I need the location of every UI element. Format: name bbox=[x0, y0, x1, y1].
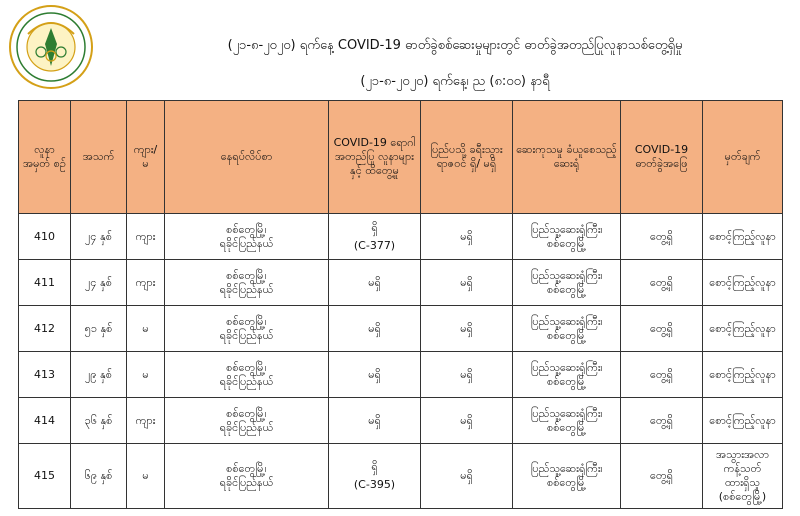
cell-remark: အသွားအလာကန့်သတ် ထားရှိသူ (စစ်တွေမြို့) bbox=[703, 444, 783, 509]
contact-status: ရှိ bbox=[371, 220, 378, 234]
col-address: နေရပ်လိပ်စာ bbox=[165, 101, 329, 214]
cell-result: တွေ့ရှိ bbox=[621, 398, 703, 444]
address-state: ရခိုင်ပြည်နယ် bbox=[219, 476, 274, 489]
address-state: ရခိုင်ပြည်နယ် bbox=[219, 282, 274, 296]
address-city: စစ်တွေမြို့၊ bbox=[226, 406, 267, 420]
hospital-city: စစ်တွေမြို့ bbox=[547, 420, 586, 434]
cell-contact bbox=[329, 260, 421, 306]
cell-patient-no: 411 bbox=[19, 260, 71, 306]
address-state: ရခိုင်ပြည်နယ် bbox=[219, 236, 274, 250]
hospital-name: ပြည်သူ့ဆေးရုံကြီး၊ bbox=[530, 268, 603, 282]
col-patient-no: လူနာ အမှတ် စဉ် bbox=[19, 101, 71, 214]
table-row bbox=[19, 398, 783, 444]
cell-age: ၅၁ နှစ် bbox=[71, 306, 127, 352]
cell-address bbox=[165, 444, 329, 509]
cell-hospital bbox=[513, 260, 621, 306]
cell-travel: မရှိ bbox=[421, 214, 513, 260]
cell-travel: မရှိ bbox=[421, 352, 513, 398]
cell-address bbox=[165, 352, 329, 398]
address-city: စစ်တွေမြို့၊ bbox=[226, 462, 267, 475]
contact-status: မရှိ bbox=[368, 367, 381, 381]
address-city: စစ်တွေမြို့၊ bbox=[226, 360, 267, 374]
address-state: ရခိုင်ပြည်နယ် bbox=[219, 328, 274, 342]
hospital-name: ပြည်သူ့ဆေးရုံကြီး၊ bbox=[530, 314, 603, 328]
cell-travel: မရှိ bbox=[421, 444, 513, 509]
address-state: ရခိုင်ပြည်နယ် bbox=[219, 374, 274, 388]
cell-age: ၆၉ နှစ် bbox=[71, 444, 127, 509]
cell-address bbox=[165, 214, 329, 260]
col-hospital: ဆေးကုသမှု ခံယူစေသည့်ဆေးရုံ bbox=[513, 101, 621, 214]
hospital-name: ပြည်သူ့ဆေးရုံကြီး၊ bbox=[530, 406, 603, 420]
cell-patient-no: 413 bbox=[19, 352, 71, 398]
cell-sex: ကျား bbox=[127, 260, 165, 306]
cell-travel: မရှိ bbox=[421, 260, 513, 306]
hospital-name: ပြည်သူ့ဆေးရုံကြီး၊ bbox=[530, 360, 603, 374]
cell-hospital bbox=[513, 352, 621, 398]
cell-travel: မရှိ bbox=[421, 398, 513, 444]
col-remark: မှတ်ချက် bbox=[703, 101, 783, 214]
cell-remark: စောင့်ကြည့်လူနာ bbox=[703, 214, 783, 260]
patient-table bbox=[18, 100, 783, 509]
contact-status: ရှိ bbox=[371, 460, 378, 473]
contact-status: မရှိ bbox=[368, 321, 381, 335]
cell-sex: မ bbox=[127, 306, 165, 352]
col-sex: ကျား/ မ bbox=[127, 101, 165, 214]
contact-case-ref: (C-377) bbox=[353, 238, 396, 252]
address-city: စစ်တွေမြို့၊ bbox=[226, 222, 267, 236]
cell-hospital bbox=[513, 444, 621, 509]
hospital-city: စစ်တွေမြို့ bbox=[547, 328, 586, 342]
cell-sex: ကျား bbox=[127, 398, 165, 444]
cell-result: တွေ့ရှိ bbox=[621, 352, 703, 398]
cell-remark: စောင့်ကြည့်လူနာ bbox=[703, 260, 783, 306]
cell-contact bbox=[329, 214, 421, 260]
cell-age: ၂၄ နှစ် bbox=[71, 214, 127, 260]
contact-status: မရှိ bbox=[368, 413, 381, 427]
cell-result: တွေ့ရှိ bbox=[621, 444, 703, 509]
cell-contact bbox=[329, 444, 421, 509]
cell-remark: စောင့်ကြည့်လူနာ bbox=[703, 306, 783, 352]
cell-travel: မရှိ bbox=[421, 306, 513, 352]
document-subtitle-datetime: (၂၁-၈-၂၀၂၀) ရက်နေ့၊ ည (၈:၀၀) နာရီ bbox=[360, 74, 550, 89]
contact-status: မရှိ bbox=[368, 275, 381, 289]
table-row bbox=[19, 260, 783, 306]
cell-address bbox=[165, 260, 329, 306]
cell-result: တွေ့ရှိ bbox=[621, 260, 703, 306]
address-city: စစ်တွေမြို့၊ bbox=[226, 314, 267, 328]
hospital-city: စစ်တွေမြို့ bbox=[547, 374, 586, 388]
table-row bbox=[19, 444, 783, 509]
cell-hospital bbox=[513, 214, 621, 260]
address-city: စစ်တွေမြို့၊ bbox=[226, 268, 267, 282]
cell-remark: စောင့်ကြည့်လူနာ bbox=[703, 398, 783, 444]
hospital-city: စစ်တွေမြို့ bbox=[547, 236, 586, 250]
hospital-city: စစ်တွေမြို့ bbox=[547, 476, 586, 489]
cell-patient-no: 412 bbox=[19, 306, 71, 352]
cell-result: တွေ့ရှိ bbox=[621, 306, 703, 352]
table-row bbox=[19, 214, 783, 260]
cell-patient-no: 410 bbox=[19, 214, 71, 260]
cell-contact bbox=[329, 398, 421, 444]
cell-hospital bbox=[513, 306, 621, 352]
table-header-row bbox=[19, 101, 783, 214]
cell-remark: စောင့်ကြည့်လူနာ bbox=[703, 352, 783, 398]
cell-age: ၂၄ နှစ် bbox=[71, 260, 127, 306]
cell-contact bbox=[329, 306, 421, 352]
table-row bbox=[19, 306, 783, 352]
cell-sex: မ bbox=[127, 444, 165, 509]
cell-sex: ကျား bbox=[127, 214, 165, 260]
cell-patient-no: 415 bbox=[19, 444, 71, 509]
contact-case-ref: (C-395) bbox=[353, 478, 396, 491]
cell-address bbox=[165, 398, 329, 444]
col-contact: COVID-19 ရောဂါ အတည်ပြု လူနာများနှင့် ထိတွေ့မှု bbox=[329, 101, 421, 214]
cell-hospital bbox=[513, 398, 621, 444]
cell-address bbox=[165, 306, 329, 352]
cell-age: ၃၆ နှစ် bbox=[71, 398, 127, 444]
cell-sex: မ bbox=[127, 352, 165, 398]
table-row bbox=[19, 352, 783, 398]
cell-patient-no: 414 bbox=[19, 398, 71, 444]
address-state: ရခိုင်ပြည်နယ် bbox=[219, 420, 274, 434]
ministry-logo bbox=[8, 4, 94, 90]
col-age: အသက် bbox=[71, 101, 127, 214]
cell-contact bbox=[329, 352, 421, 398]
cell-result: တွေ့ရှိ bbox=[621, 214, 703, 260]
document-title: (၂၁-၈-၂၀၂၀) ရက်နေ့ COVID-19 ဓာတ်ခွဲစစ်ဆေးမှုများတွင် ဓာတ်ခွဲအတည်ပြုလူနာသစ်တွေ့ရှိမှု bbox=[227, 38, 683, 53]
hospital-name: ပြည်သူ့ဆေးရုံကြီး၊ bbox=[530, 222, 603, 236]
cell-age: ၂၉ နှစ် bbox=[71, 352, 127, 398]
col-test-result: COVID-19 ဓာတ်ခွဲအဖြေ bbox=[621, 101, 703, 214]
hospital-city: စစ်တွေမြို့ bbox=[547, 282, 586, 296]
hospital-name: ပြည်သူ့ဆေးရုံကြီး၊ bbox=[530, 462, 603, 475]
col-travel-history: ပြည်ပသို့ ခရီးသွား ရာဇဝင် ရှိ/ မရှိ bbox=[421, 101, 513, 214]
